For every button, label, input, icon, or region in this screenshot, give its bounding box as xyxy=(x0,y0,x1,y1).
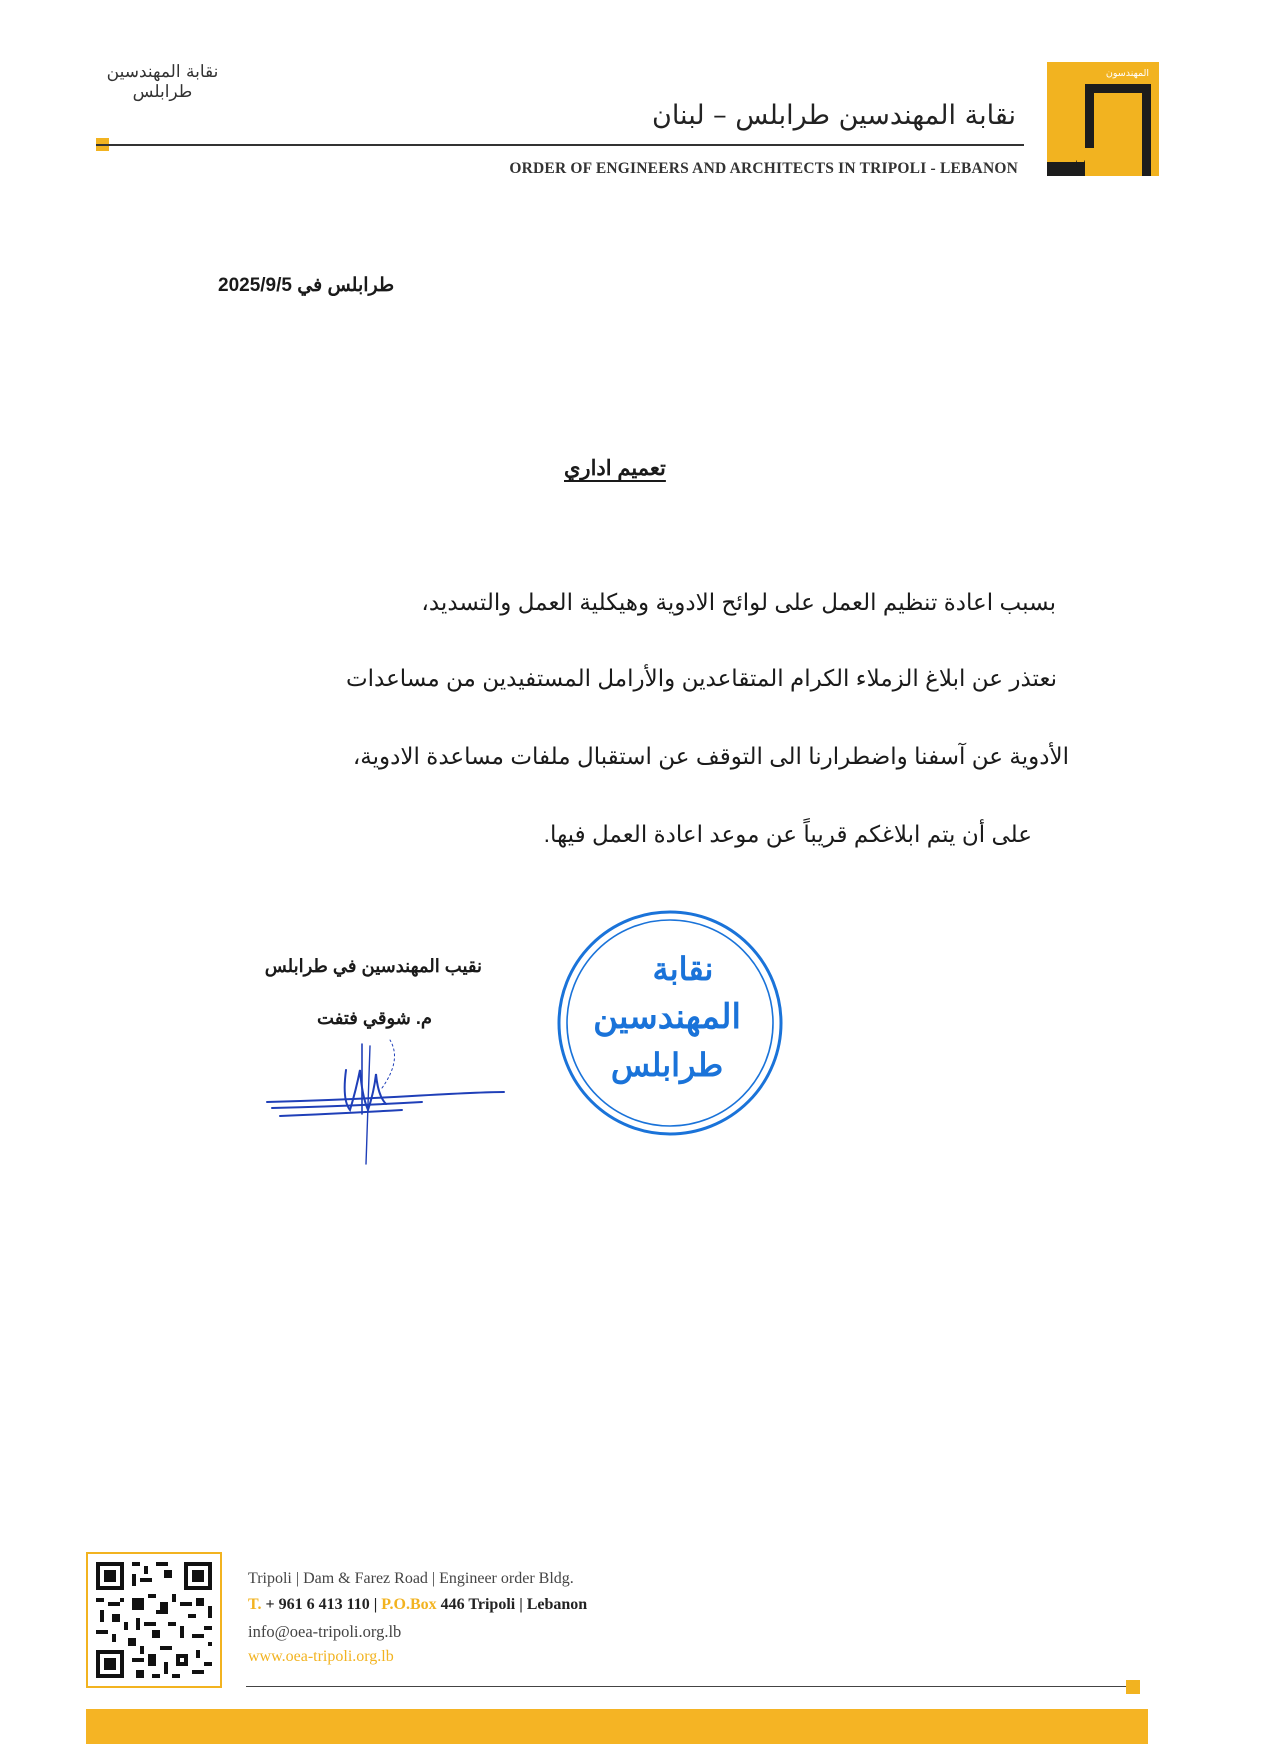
paragraph-line-3: الأدوية عن آسفنا واضطرارنا الى التوقف عن استقبال ملفات مساعدة الادوية، xyxy=(352,743,1069,769)
right-logo-bottom-text: لبنان xyxy=(1069,160,1086,170)
stamp-text-line-1: نقابة xyxy=(652,950,714,988)
footer-phone-line xyxy=(248,1596,587,1614)
footer-website[interactable]: www.oea-tripoli.org.lb xyxy=(248,1648,394,1665)
footer-divider xyxy=(246,1686,1138,1687)
stamp-text-line-2: المهندسين xyxy=(593,997,741,1037)
document-title: تعميم اداري xyxy=(564,457,666,480)
header-divider xyxy=(96,144,1024,146)
right-logo xyxy=(1047,62,1159,176)
header-arabic-title: نقابة المهندسين طرابلس – لبنان xyxy=(652,100,1016,131)
handwritten-signature xyxy=(262,1030,512,1170)
left-logo: نقابة المهندسين طرابلس xyxy=(106,62,219,102)
paragraph-line-1: بسبب اعادة تنظيم العمل على لوائح الادوية وهيكلية العمل والتسديد، xyxy=(421,589,1056,615)
footer-pobox: 446 Tripoli | Lebanon xyxy=(440,1596,588,1613)
right-logo-top-text: المهندسون xyxy=(1105,68,1149,79)
qr-code xyxy=(86,1552,222,1688)
footer-square xyxy=(1126,1680,1140,1694)
stamp-text-line-3: طرابلس xyxy=(610,1046,724,1084)
header-english-title: ORDER OF ENGINEERS AND ARCHITECTS IN TRIPOLI - LEBANON xyxy=(509,160,1018,177)
signatory-title: نقيب المهندسين في طرابلس xyxy=(264,956,482,976)
paragraph-line-4: على أن يتم ابلاغكم قريباً عن موعد اعادة العمل فيها. xyxy=(543,821,1032,847)
pobox-label: P.O.Box xyxy=(381,1596,437,1613)
footer-email[interactable]: info@oea-tripoli.org.lb xyxy=(248,1622,402,1641)
footer-bar xyxy=(86,1709,1148,1744)
paragraph-line-2: نعتذر عن ابلاغ الزملاء الكرام المتقاعدين والأرامل المستفيدين من مساعدات xyxy=(345,665,1057,691)
phone-label: T. xyxy=(248,1596,262,1613)
official-stamp xyxy=(555,908,785,1138)
footer-phone: + 961 6 413 110 | xyxy=(265,1596,378,1613)
signatory-name: م. شوقي فتفت xyxy=(317,1008,432,1028)
document-date: طرابلس في 2025/9/5 xyxy=(218,275,395,296)
footer-address: Tripoli | Dam & Farez Road | Engineer order Bldg. xyxy=(248,1570,574,1587)
